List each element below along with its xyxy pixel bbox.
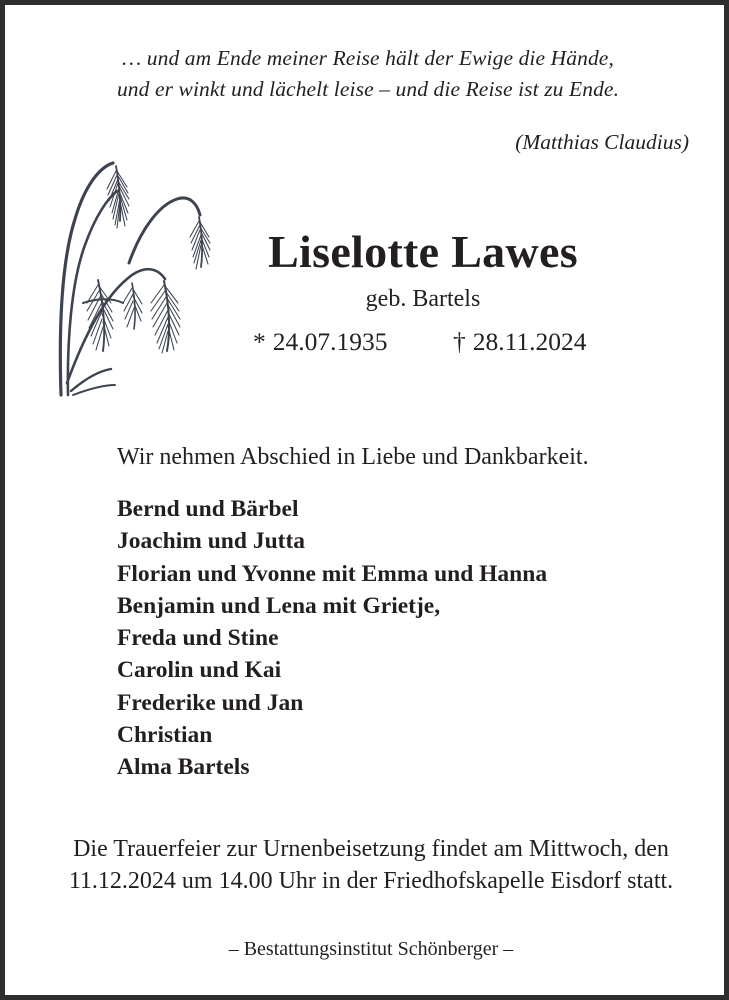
quote-line-2: und er winkt und lächelt leise – und die Reise ist zu Ende.	[116, 77, 620, 101]
maiden-name: geb. Bartels	[365, 286, 481, 312]
death-date: 28.11.2024	[472, 327, 587, 356]
family-line: Freda und Stine	[117, 625, 279, 652]
family-line: Christian	[117, 722, 213, 749]
family-list	[117, 493, 677, 784]
deceased-block	[203, 225, 643, 359]
life-dates	[203, 325, 643, 359]
notice-inner-frame	[5, 5, 724, 995]
family-line: Florian und Yvonne mit Emma und Hanna	[117, 560, 548, 587]
birth-date-group	[227, 325, 423, 359]
family-line: Joachim und Jutta	[117, 528, 306, 555]
deceased-name: Liselotte Lawes	[268, 226, 578, 277]
birth-date: 24.07.1935	[272, 327, 388, 356]
service-details	[41, 833, 701, 897]
family-line: Bernd und Bärbel	[117, 496, 299, 522]
quote-line-1: … und am Ende meiner Reise hält der Ewige die Hände,	[122, 46, 614, 70]
death-cross-icon: †	[453, 327, 466, 356]
birth-star-icon: *	[253, 327, 266, 356]
family-line: Carolin und Kai	[117, 657, 282, 684]
service-line-2: 11.12.2024 um 14.00 Uhr in der Friedhofskapelle Eisdorf statt.	[68, 868, 674, 894]
memorial-quote	[59, 43, 677, 105]
family-line: Benjamin und Lena mit Grietje,	[117, 592, 441, 619]
mourning-intro: Wir nehmen Abschied in Liebe und Dankbarkeit.	[117, 444, 589, 470]
family-line: Alma Bartels	[117, 754, 250, 781]
family-line: Frederike und Jan	[117, 689, 304, 716]
service-line-1: Die Trauerfeier zur Urnenbeisetzung findet am Mittwoch, den	[73, 836, 669, 862]
grass-sprig-icon	[37, 133, 217, 403]
quote-attribution: (Matthias Claudius)	[515, 130, 689, 154]
death-date-group	[423, 325, 619, 359]
funeral-home-credit: – Bestattungsinstitut Schönberger –	[228, 938, 514, 960]
